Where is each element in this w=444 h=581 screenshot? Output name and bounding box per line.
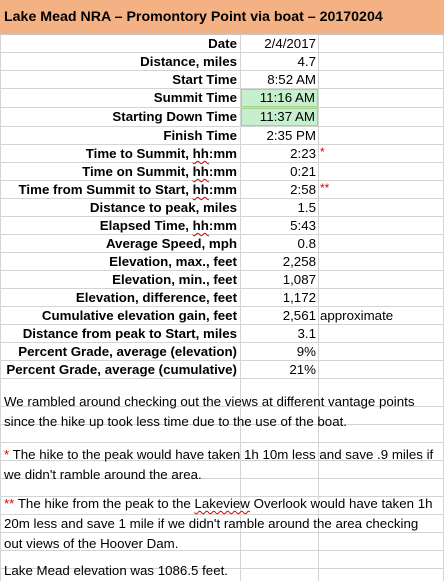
row-value[interactable]: 3.1 — [297, 326, 316, 341]
table-row — [0, 89, 444, 108]
row-label[interactable]: Time to Summit, hh:mm — [85, 146, 237, 161]
table-row — [0, 271, 444, 289]
row-label[interactable]: Time on Summit, hh:mm — [82, 164, 237, 179]
stats-table — [0, 35, 444, 379]
row-label[interactable]: Start Time — [172, 72, 237, 87]
row-value[interactable]: 21% — [289, 362, 316, 377]
row-label[interactable]: Average Speed, mph — [105, 236, 237, 251]
row-value[interactable]: 4.7 — [297, 54, 316, 69]
row-label[interactable]: Cumulative elevation gain, feet — [41, 308, 237, 323]
row-label[interactable]: Starting Down Time — [112, 109, 237, 124]
row-value[interactable]: 1.5 — [297, 200, 316, 215]
table-row — [0, 307, 444, 325]
row-label[interactable]: Elevation, difference, feet — [75, 290, 237, 305]
row-label[interactable]: Elapsed Time, hh:mm — [99, 218, 237, 233]
table-row — [0, 181, 444, 199]
overlook-footnote[interactable]: ** The hike from the peak to the Lakeview Overlook would have taken 1h 20m less and save 1 mile if we didn't ramble around the area checking out views of the Hoover Dam. — [4, 496, 433, 551]
footnote-marker: * — [4, 447, 10, 462]
lake-elevation-note[interactable]: Lake Mead elevation was 1086.5 feet. — [4, 563, 228, 578]
table-row — [0, 145, 444, 163]
row-value[interactable]: 5:43 — [290, 218, 316, 233]
sheet-title[interactable]: Lake Mead NRA – Promontory Point via boat – 20170204 — [0, 0, 444, 35]
row-value[interactable]: 2/4/2017 — [264, 36, 316, 51]
row-label[interactable]: Percent Grade, average (elevation) — [18, 344, 237, 359]
table-row — [0, 35, 444, 53]
row-label[interactable]: Distance from peak to Start, miles — [22, 326, 237, 341]
table-row — [0, 163, 444, 181]
row-label[interactable]: Distance, miles — [140, 54, 237, 69]
row-value[interactable]: 0.8 — [297, 236, 316, 251]
row-value[interactable]: 2,561 — [282, 308, 316, 323]
row-value[interactable]: 2:23 — [290, 146, 316, 161]
footnote-marker: ** — [4, 496, 15, 511]
table-row — [0, 289, 444, 307]
ramble-note[interactable]: We rambled around checking out the views at different vantage points since the hike up took less time due to the use of the boat. — [4, 394, 415, 429]
table-row — [0, 108, 444, 127]
row-label[interactable]: Percent Grade, average (cumulative) — [6, 362, 237, 377]
table-row — [0, 325, 444, 343]
row-label[interactable]: Elevation, max., feet — [109, 254, 237, 269]
table-row — [0, 199, 444, 217]
row-value[interactable]: 2:58 — [290, 182, 316, 197]
row-value[interactable]: 2,258 — [282, 254, 316, 269]
footnote-marker: ** — [320, 181, 330, 195]
table-row — [0, 235, 444, 253]
row-label[interactable]: Date — [208, 36, 237, 51]
table-row — [0, 253, 444, 271]
row-label[interactable]: Distance to peak, miles — [89, 200, 237, 215]
row-value[interactable]: 0:21 — [290, 164, 316, 179]
table-row — [0, 127, 444, 145]
row-label[interactable]: Time from Summit to Start, hh:mm — [18, 182, 237, 197]
table-row — [0, 361, 444, 379]
table-row — [0, 71, 444, 89]
row-label[interactable]: Summit Time — [153, 90, 237, 105]
summit-time-cell[interactable]: 11:16 AM — [241, 89, 318, 107]
starting-down-time-cell[interactable]: 11:37 AM — [241, 108, 318, 126]
table-row — [0, 343, 444, 361]
row-value[interactable]: 8:52 AM — [267, 72, 316, 87]
row-value[interactable]: 9% — [296, 344, 316, 359]
row-label[interactable]: Elevation, min., feet — [112, 272, 237, 287]
table-row — [0, 53, 444, 71]
footnote-marker: * — [320, 145, 325, 159]
approximate-note[interactable]: approximate — [320, 308, 394, 323]
row-label[interactable]: Finish Time — [163, 128, 237, 143]
peak-footnote[interactable]: * The hike to the peak would have taken 1h 10m less and save .9 miles if we didn't ramble around the area. — [4, 447, 434, 482]
row-value[interactable]: 1,087 — [282, 272, 316, 287]
row-value[interactable]: 1,172 — [282, 290, 316, 305]
table-row — [0, 217, 444, 235]
row-value[interactable]: 2:35 PM — [266, 128, 316, 143]
